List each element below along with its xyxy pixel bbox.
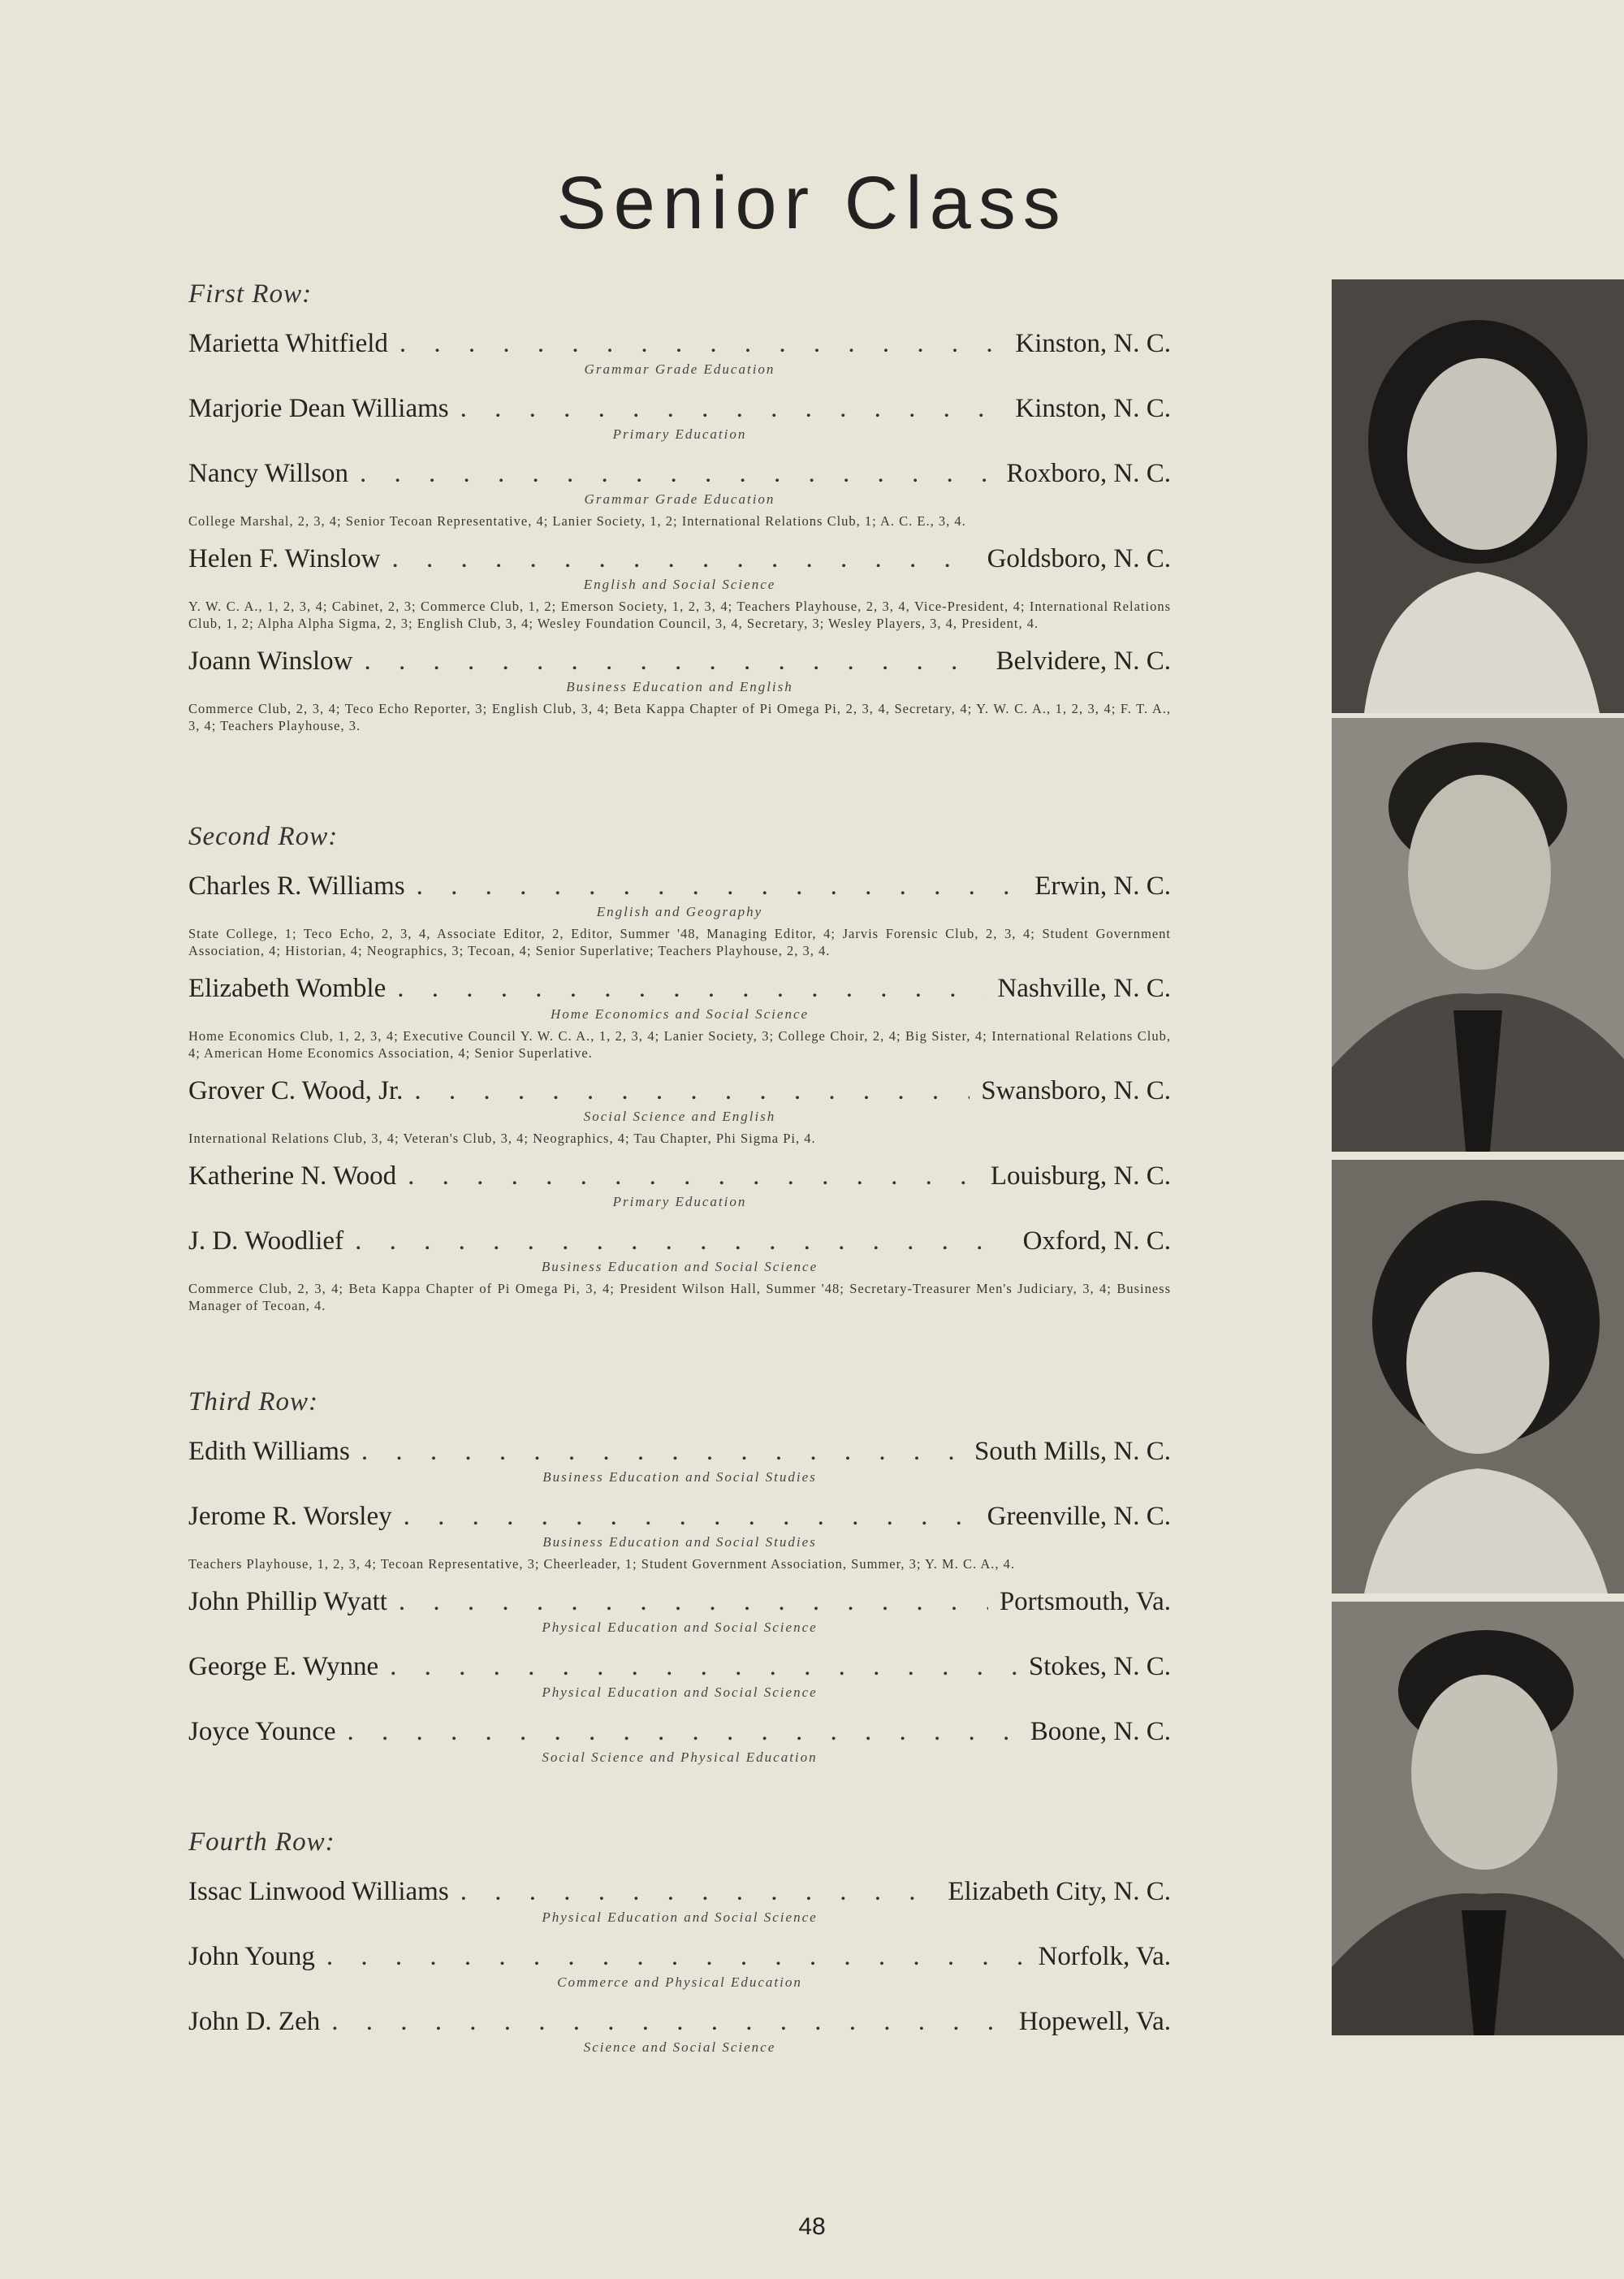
student-name-line bbox=[188, 1650, 1171, 1683]
third-row-section bbox=[188, 1387, 1171, 1780]
student-name-line bbox=[188, 1500, 1171, 1533]
student-name: Jerome R. Worsley bbox=[188, 1502, 392, 1531]
student-entry bbox=[188, 870, 1171, 959]
section-heading: Fourth Row: bbox=[188, 1827, 335, 1857]
dot-leader bbox=[460, 392, 1004, 425]
student-name-line bbox=[188, 1160, 1171, 1192]
student-name: Helen F. Winslow bbox=[188, 544, 381, 573]
student-name-line bbox=[188, 1940, 1171, 1973]
student-hometown: Oxford, N. C. bbox=[1022, 1226, 1171, 1256]
student-name: Katherine N. Wood bbox=[188, 1161, 397, 1191]
dot-leader bbox=[355, 1225, 1012, 1257]
dot-leader bbox=[326, 1940, 1027, 1973]
student-major: Primary Education bbox=[612, 1194, 747, 1209]
student-name-line bbox=[188, 1075, 1171, 1107]
dot-leader bbox=[414, 1075, 970, 1107]
student-major: Physical Education and Social Science bbox=[542, 1684, 818, 1700]
student-hometown: Kinston, N. C. bbox=[1015, 329, 1171, 358]
portrait-photo-1 bbox=[1332, 279, 1624, 713]
student-name-line bbox=[188, 870, 1171, 902]
student-name-line bbox=[188, 327, 1171, 360]
student-name: George E. Wynne bbox=[188, 1652, 379, 1681]
fourth-row-section bbox=[188, 1827, 1171, 2070]
dot-leader bbox=[392, 543, 976, 575]
student-name: Joyce Younce bbox=[188, 1717, 336, 1746]
student-name: John Young bbox=[188, 1942, 315, 1971]
student-name-line bbox=[188, 392, 1171, 425]
student-hometown: Goldsboro, N. C. bbox=[987, 544, 1171, 573]
student-entry bbox=[188, 457, 1171, 530]
dot-leader bbox=[400, 327, 1004, 360]
second-row-section bbox=[188, 822, 1171, 1327]
student-major: Science and Social Science bbox=[583, 2039, 776, 2055]
student-name: Marjorie Dean Williams bbox=[188, 394, 449, 423]
student-entry bbox=[188, 645, 1171, 734]
student-entry bbox=[188, 1075, 1171, 1147]
student-activities: Commerce Club, 2, 3, 4; Beta Kappa Chapter of Pi Omega Pi, 3, 4; President Wilson Hall, Summer '48; Secretary-Treasurer Men's Judiciary, 3, 4; Business Manager of Tecoan, 4. bbox=[188, 1281, 1171, 1313]
student-entry bbox=[188, 972, 1171, 1062]
student-hometown: Greenville, N. C. bbox=[987, 1502, 1171, 1531]
dot-leader bbox=[399, 1585, 988, 1618]
student-hometown: Swansboro, N. C. bbox=[981, 1076, 1171, 1105]
student-name-line bbox=[188, 1875, 1171, 1908]
dot-leader bbox=[364, 645, 984, 677]
student-major: Grammar Grade Education bbox=[584, 491, 775, 507]
student-hometown: Hopewell, Va. bbox=[1018, 2007, 1171, 2036]
student-name: Nancy Willson bbox=[188, 459, 348, 488]
student-activities: Teachers Playhouse, 1, 2, 3, 4; Tecoan Representative, 3; Cheerleader, 1; Student Government Association, Summer, 3; Y. M. C. A., 4. bbox=[188, 1556, 1015, 1572]
student-entry bbox=[188, 1435, 1171, 1487]
student-name: J. D. Woodlief bbox=[188, 1226, 344, 1256]
student-major: Business Education and Social Studies bbox=[542, 1534, 817, 1550]
student-major: Business Education and Social Science bbox=[541, 1259, 818, 1274]
student-name-line bbox=[188, 543, 1171, 575]
student-entry bbox=[188, 1875, 1171, 1927]
student-entry bbox=[188, 1940, 1171, 1992]
portrait-photo-4 bbox=[1332, 1602, 1624, 2035]
student-hometown: Nashville, N. C. bbox=[997, 974, 1171, 1003]
student-major: Social Science and Physical Education bbox=[542, 1749, 818, 1765]
student-hometown: Roxboro, N. C. bbox=[1006, 459, 1171, 488]
page-number: 48 bbox=[798, 2213, 826, 2240]
student-hometown: Kinston, N. C. bbox=[1015, 394, 1171, 423]
student-entry bbox=[188, 392, 1171, 444]
student-activities: College Marshal, 2, 3, 4; Senior Tecoan Representative, 4; Lanier Society, 1, 2; International Relations Club, 1; A. C. E., 3, 4. bbox=[188, 513, 966, 529]
student-major: English and Social Science bbox=[583, 577, 776, 592]
section-heading: Second Row: bbox=[188, 822, 339, 851]
student-name-line bbox=[188, 972, 1171, 1005]
student-name: Joann Winslow bbox=[188, 647, 353, 676]
student-hometown: Stokes, N. C. bbox=[1028, 1652, 1171, 1681]
student-major: Primary Education bbox=[612, 426, 747, 442]
student-major: Social Science and English bbox=[583, 1109, 776, 1124]
student-major: Business Education and Social Studies bbox=[542, 1469, 817, 1485]
student-entry bbox=[188, 1585, 1171, 1637]
student-name-line bbox=[188, 1435, 1171, 1468]
student-major: Business Education and English bbox=[566, 679, 793, 694]
student-activities: State College, 1; Teco Echo, 2, 3, 4, Associate Editor, 2, Editor, Summer '48, Managing Editor, 4; Jarvis Forensic Club, 2, 3, 4; Student Government Association, 4; Historian, 4; Neographics, 3; Tecoan, 4; Senior Superlative; Teachers Playhouse, 2, 3, 4. bbox=[188, 926, 1171, 958]
student-major: Home Economics and Social Science bbox=[550, 1006, 810, 1022]
dot-leader bbox=[390, 1650, 1017, 1683]
student-entry bbox=[188, 327, 1171, 379]
portrait-photo-2 bbox=[1332, 718, 1624, 1152]
dot-leader bbox=[460, 1875, 937, 1908]
student-entry bbox=[188, 1500, 1171, 1572]
dot-leader bbox=[347, 1715, 1018, 1748]
student-hometown: Portsmouth, Va. bbox=[999, 1587, 1171, 1616]
student-major: Physical Education and Social Science bbox=[542, 1909, 818, 1925]
student-major: Commerce and Physical Education bbox=[557, 1974, 802, 1990]
dot-leader bbox=[331, 2005, 1007, 2038]
student-activities: International Relations Club, 3, 4; Veteran's Club, 3, 4; Neographics, 4; Tau Chapter, Phi Sigma Pi, 4. bbox=[188, 1131, 816, 1146]
dot-leader bbox=[397, 972, 986, 1005]
student-entry bbox=[188, 1160, 1171, 1212]
student-activities: Home Economics Club, 1, 2, 3, 4; Executive Council Y. W. C. A., 1, 2, 3, 4; Lanier Society, 3; College Choir, 2, 4; Big Sister, 4; International Relations Club, 4; American Home Economics Association, 4; Senior Superlative. bbox=[188, 1028, 1171, 1061]
student-hometown: Norfolk, Va. bbox=[1038, 1942, 1171, 1971]
student-entry bbox=[188, 1650, 1171, 1702]
student-name-line bbox=[188, 1715, 1171, 1748]
dot-leader bbox=[360, 457, 995, 490]
student-major: Physical Education and Social Science bbox=[542, 1620, 818, 1635]
dot-leader bbox=[361, 1435, 963, 1468]
student-name: Elizabeth Womble bbox=[188, 974, 387, 1003]
student-name: Issac Linwood Williams bbox=[188, 1877, 449, 1906]
dot-leader bbox=[408, 1160, 979, 1192]
student-name: Edith Williams bbox=[188, 1437, 350, 1466]
student-hometown: South Mills, N. C. bbox=[974, 1437, 1171, 1466]
student-name-line bbox=[188, 645, 1171, 677]
student-major: Grammar Grade Education bbox=[584, 361, 775, 377]
student-activities: Commerce Club, 2, 3, 4; Teco Echo Reporter, 3; English Club, 3, 4; Beta Kappa Chapter of Pi Omega Pi, 2, 3, 4, Secretary, 4; Y. W. C. A., 1, 2, 3, 4; F. T. A., 3, 4; Teachers Playhouse, 3. bbox=[188, 701, 1171, 733]
section-heading: First Row: bbox=[188, 279, 313, 309]
student-name: Grover C. Wood, Jr. bbox=[188, 1076, 404, 1105]
student-name-line bbox=[188, 2005, 1171, 2038]
section-heading: Third Row: bbox=[188, 1387, 319, 1416]
student-name-line bbox=[188, 1585, 1171, 1618]
dot-leader bbox=[417, 870, 1024, 902]
student-activities: Y. W. C. A., 1, 2, 3, 4; Cabinet, 2, 3; Commerce Club, 1, 2; Emerson Society, 1, 2, 3, 4; Teachers Playhouse, 2, 3, 4, Vice-President, 4; International Relations Club, 1, 2; Alpha Alpha Sigma, 2, 3; English Club, 3, 4; Wesley Foundation Council, 3, 4, Secretary, 3; Wesley Players, 3, 4, President, 4. bbox=[188, 599, 1171, 631]
first-row-section bbox=[188, 279, 1171, 747]
student-hometown: Elizabeth City, N. C. bbox=[948, 1877, 1171, 1906]
student-hometown: Erwin, N. C. bbox=[1034, 871, 1171, 901]
student-name: Charles R. Williams bbox=[188, 871, 405, 901]
student-name-line bbox=[188, 457, 1171, 490]
student-hometown: Louisburg, N. C. bbox=[990, 1161, 1171, 1191]
student-entry bbox=[188, 2005, 1171, 2057]
dot-leader bbox=[404, 1500, 976, 1533]
student-entry bbox=[188, 1715, 1171, 1767]
portrait-photo-3 bbox=[1332, 1160, 1624, 1594]
page-title: Senior Class bbox=[556, 162, 1068, 244]
student-name: Marietta Whitfield bbox=[188, 329, 388, 358]
student-entry bbox=[188, 543, 1171, 632]
student-name: John Phillip Wyatt bbox=[188, 1587, 387, 1616]
student-name: John D. Zeh bbox=[188, 2007, 321, 2036]
student-name-line bbox=[188, 1225, 1171, 1257]
student-entry bbox=[188, 1225, 1171, 1314]
student-hometown: Belvidere, N. C. bbox=[996, 647, 1171, 676]
student-major: English and Geography bbox=[596, 904, 763, 919]
student-hometown: Boone, N. C. bbox=[1030, 1717, 1171, 1746]
